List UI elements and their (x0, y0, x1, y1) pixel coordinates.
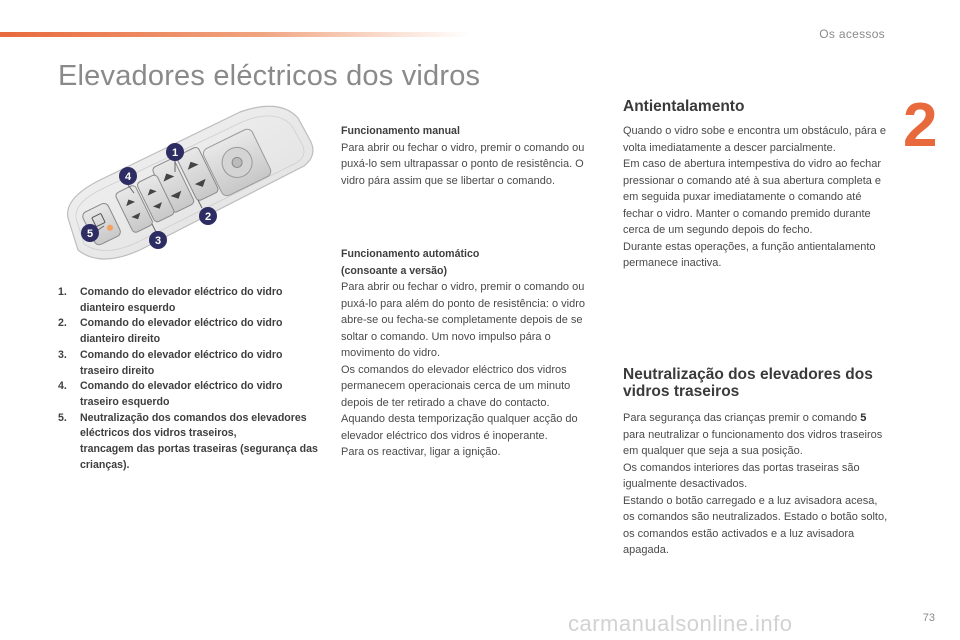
auto-paragraph-2: Os comandos do elevador eléctrico dos vidros permanecem operacionais cerca de um minuto depois de ter retirado a chave do contacto. (341, 363, 571, 409)
auto-paragraph-3: Aquando desta temporização qualquer acção do elevador eléctrico dos vidros é inoperante. (341, 413, 578, 442)
anti-pinch-paragraph-3: Durante estas operações, a função antientalamento permanece inactiva. (623, 240, 876, 269)
window-switch-panel-illustration (60, 100, 325, 265)
anti-pinch-section (623, 98, 889, 272)
legend-item-1: 1. Comando do elevador eléctrico do vidro dianteiro esquerdo (58, 286, 283, 314)
manual-body: Para abrir ou fechar o vidro, premir o comando ou puxá-lo sem ultrapassar o ponto de resistência. O vidro pára assim que se libertar o comando. (341, 141, 585, 187)
neutralisation-paragraph-1: Para segurança das crianças premir o comando 5 para neutralizar o funcionamento dos vidros traseiros em qualquer que seja a sua posição. (623, 412, 883, 457)
anti-pinch-paragraph-1: Quando o vidro sobe e encontra um obstáculo, pára e volta imediatamente a descer parcialmente. (623, 125, 886, 154)
figure-legend (58, 285, 323, 473)
automatic-operation-section (341, 246, 603, 461)
page-title: Elevadores eléctricos dos vidros (58, 60, 481, 92)
anti-pinch-heading: Antientalamento (623, 98, 745, 115)
rear-window-neutralisation-section (623, 366, 889, 559)
neutralisation-heading: Neutralização dos elevadores dos vidros traseiros (623, 366, 873, 400)
svg-text:3: 3 (154, 235, 162, 247)
neutralisation-paragraph-2: Os comandos interiores das portas traseiras são igualmente desactivados. (623, 461, 860, 490)
page-number: 73 (922, 612, 935, 624)
auto-heading: Funcionamento automático (341, 248, 480, 260)
svg-text:5: 5 (86, 228, 94, 240)
watermark: carmanualsonline.info (568, 611, 793, 636)
chapter-number: 2 (903, 91, 938, 160)
legend-item-2: 2. Comando do elevador eléctrico do vidro dianteiro direito (58, 317, 283, 346)
legend-item-4: 4. Comando do elevador eléctrico do vidro traseiro esquerdo (58, 380, 283, 408)
legend-item-5: 5. Neutralização dos comandos dos elevadores eléctricos dos vidros traseiros, trancagem das portas traseiras (segurança das crianças). (58, 411, 318, 471)
neutralisation-paragraph-3: Estando o botão carregado e a luz avisadora acesa, os comandos são neutralizados. Estado o botão solto, os comandos estão activados e a luz avisadora apagada. (623, 494, 888, 556)
svg-text:4: 4 (124, 171, 132, 183)
section-label: Os acessos (819, 27, 885, 41)
auto-subheading: (consoante a versão) (341, 264, 447, 277)
legend-item-3: 3. Comando do elevador eléctrico do vidro traseiro direito (58, 348, 283, 377)
manual-heading: Funcionamento manual (341, 125, 460, 137)
auto-paragraph-1: Para abrir ou fechar o vidro, premir o comando ou puxá-lo para além do ponto de resistência: o vidro abre-se ou fecha-se completamente depois de se soltar o comando. Um novo impulso pára o movimento do vidro. (341, 281, 585, 359)
anti-pinch-paragraph-2: Em caso de abertura intempestiva do vidro ao fechar pressionar o comando até à sua abertura completa e em seguida puxar imediatamente o comando até fechar o vidro. Manter o comando premido durante cerca de um segundo depois do fecho. (623, 158, 882, 236)
svg-text:1: 1 (171, 147, 179, 159)
auto-paragraph-4: Para os reactivar, ligar a ignição. (341, 446, 501, 458)
manual-operation-section (341, 123, 603, 189)
header-accent-bar (0, 32, 470, 37)
svg-text:2: 2 (204, 211, 212, 223)
